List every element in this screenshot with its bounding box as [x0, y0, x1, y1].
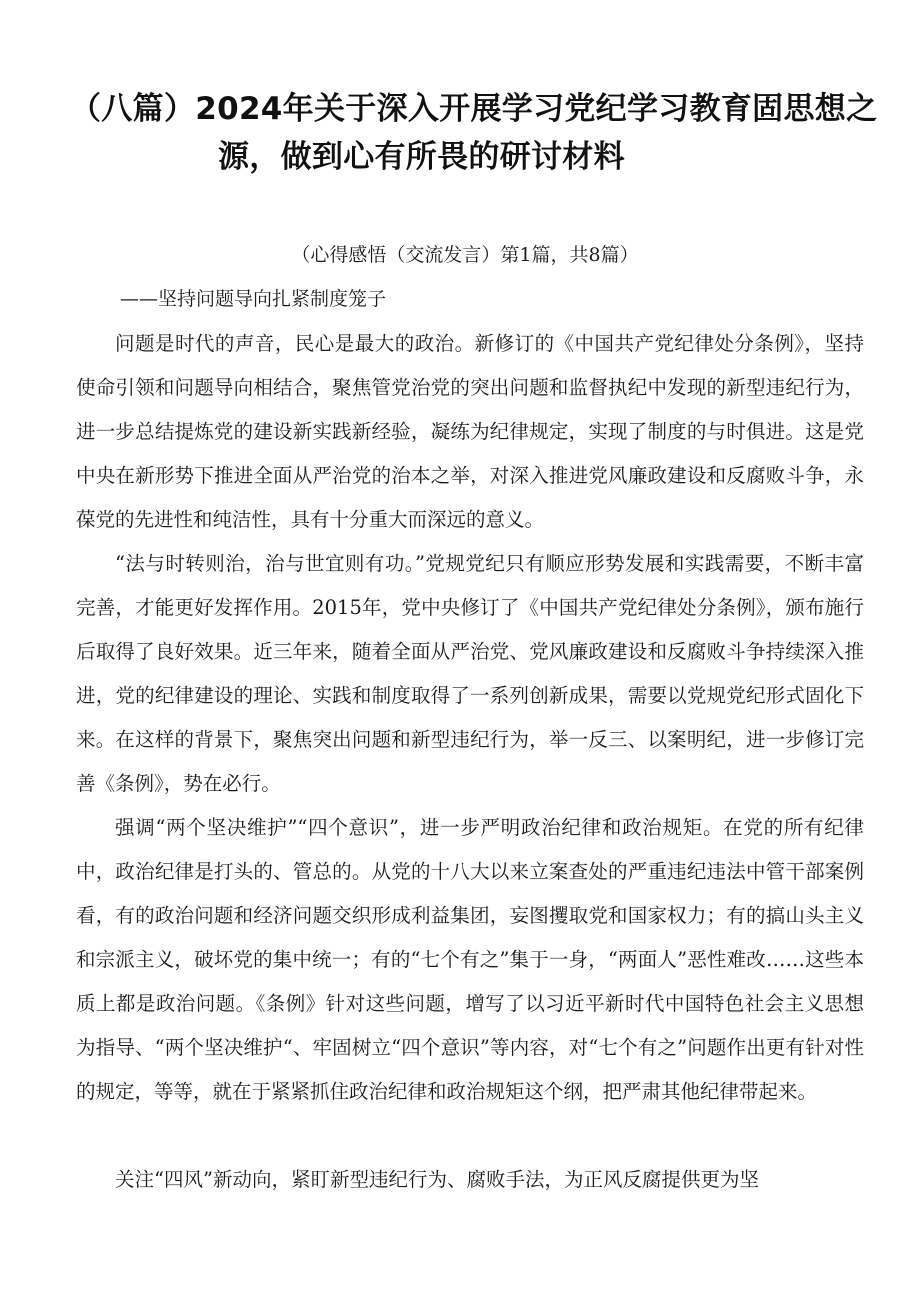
document-title-line-2: 源，做到心有所畏的研讨材料	[218, 139, 625, 175]
paragraph-1: 问题是时代的声音，民心是最大的政治。新修订的《中国共产党纪律处分条例》，坚持使命引领和问题导向相结合，聚焦管党治党的突出问题和监督执纪中发现的新型违纪行为，进一步总结提炼党的建设新实践新经验，凝练为纪律规定，实现了制度的与时俱进。这是党中央在新形势下推进全面从严治党的治本之举，对深入推进党风廉政建设和反腐败斗争，永葆党的先进性和纯洁性，具有十分重大而深远的意义。	[76, 332, 864, 531]
document-subtitle: （心得感悟（交流发言）第1篇，共8篇）	[291, 244, 639, 266]
document-title-line-1: （八篇）2024年关于深入开展学习党纪学习教育固思想之	[70, 91, 878, 127]
paragraph-4: 关注“四风”新动向，紧盯新型违纪行为、腐败手法，为正风反腐提供更为坚	[115, 1168, 759, 1191]
paragraph-2: “法与时转则治，治与世宜则有功。”党规党纪只有顺应形势发展和实践需要，不断丰富完善，才能更好发挥作用。2015年，党中央修订了《中国共产党纪律处分条例》，颁布施行后取得了良好效果。近三年来，随着全面从严治党、党风廉政建设和反腐败斗争持续深入推进，党的纪律建设的理论、实践和制度取得了一系列创新成果，需要以党规党纪形式固化下来。在这样的背景下，聚焦突出问题和新型违纪行为，举一反三、以案明纪，进一步修订完善《条例》，势在必行。	[76, 552, 864, 795]
paragraph-3: 强调“两个坚决维护”“四个意识”，进一步严明政治纪律和政治规矩。在党的所有纪律中，政治纪律是打头的、管总的。从党的十八大以来立案查处的严重违纪违法中管干部案例看，有的政治问题和经济问题交织形成利益集团，妄图攫取党和国家权力；有的搞山头主义和宗派主义，破坏党的集中统一；有的“七个有之”集于一身，“两面人”恶性难改……这些本质上都是政治问题。《条例》针对这些问题，增写了以习近平新时代中国特色社会主义思想为指导、“两个坚决维护“、牢固树立“四个意识”等内容，对“七个有之”问题作出更有针对性的规定，等等，就在于紧紧抓住政治纪律和政治规矩这个纲，把严肃其他纪律带起来。	[76, 816, 864, 1103]
section-heading: ——坚持问题导向扎紧制度笼子	[120, 288, 387, 310]
